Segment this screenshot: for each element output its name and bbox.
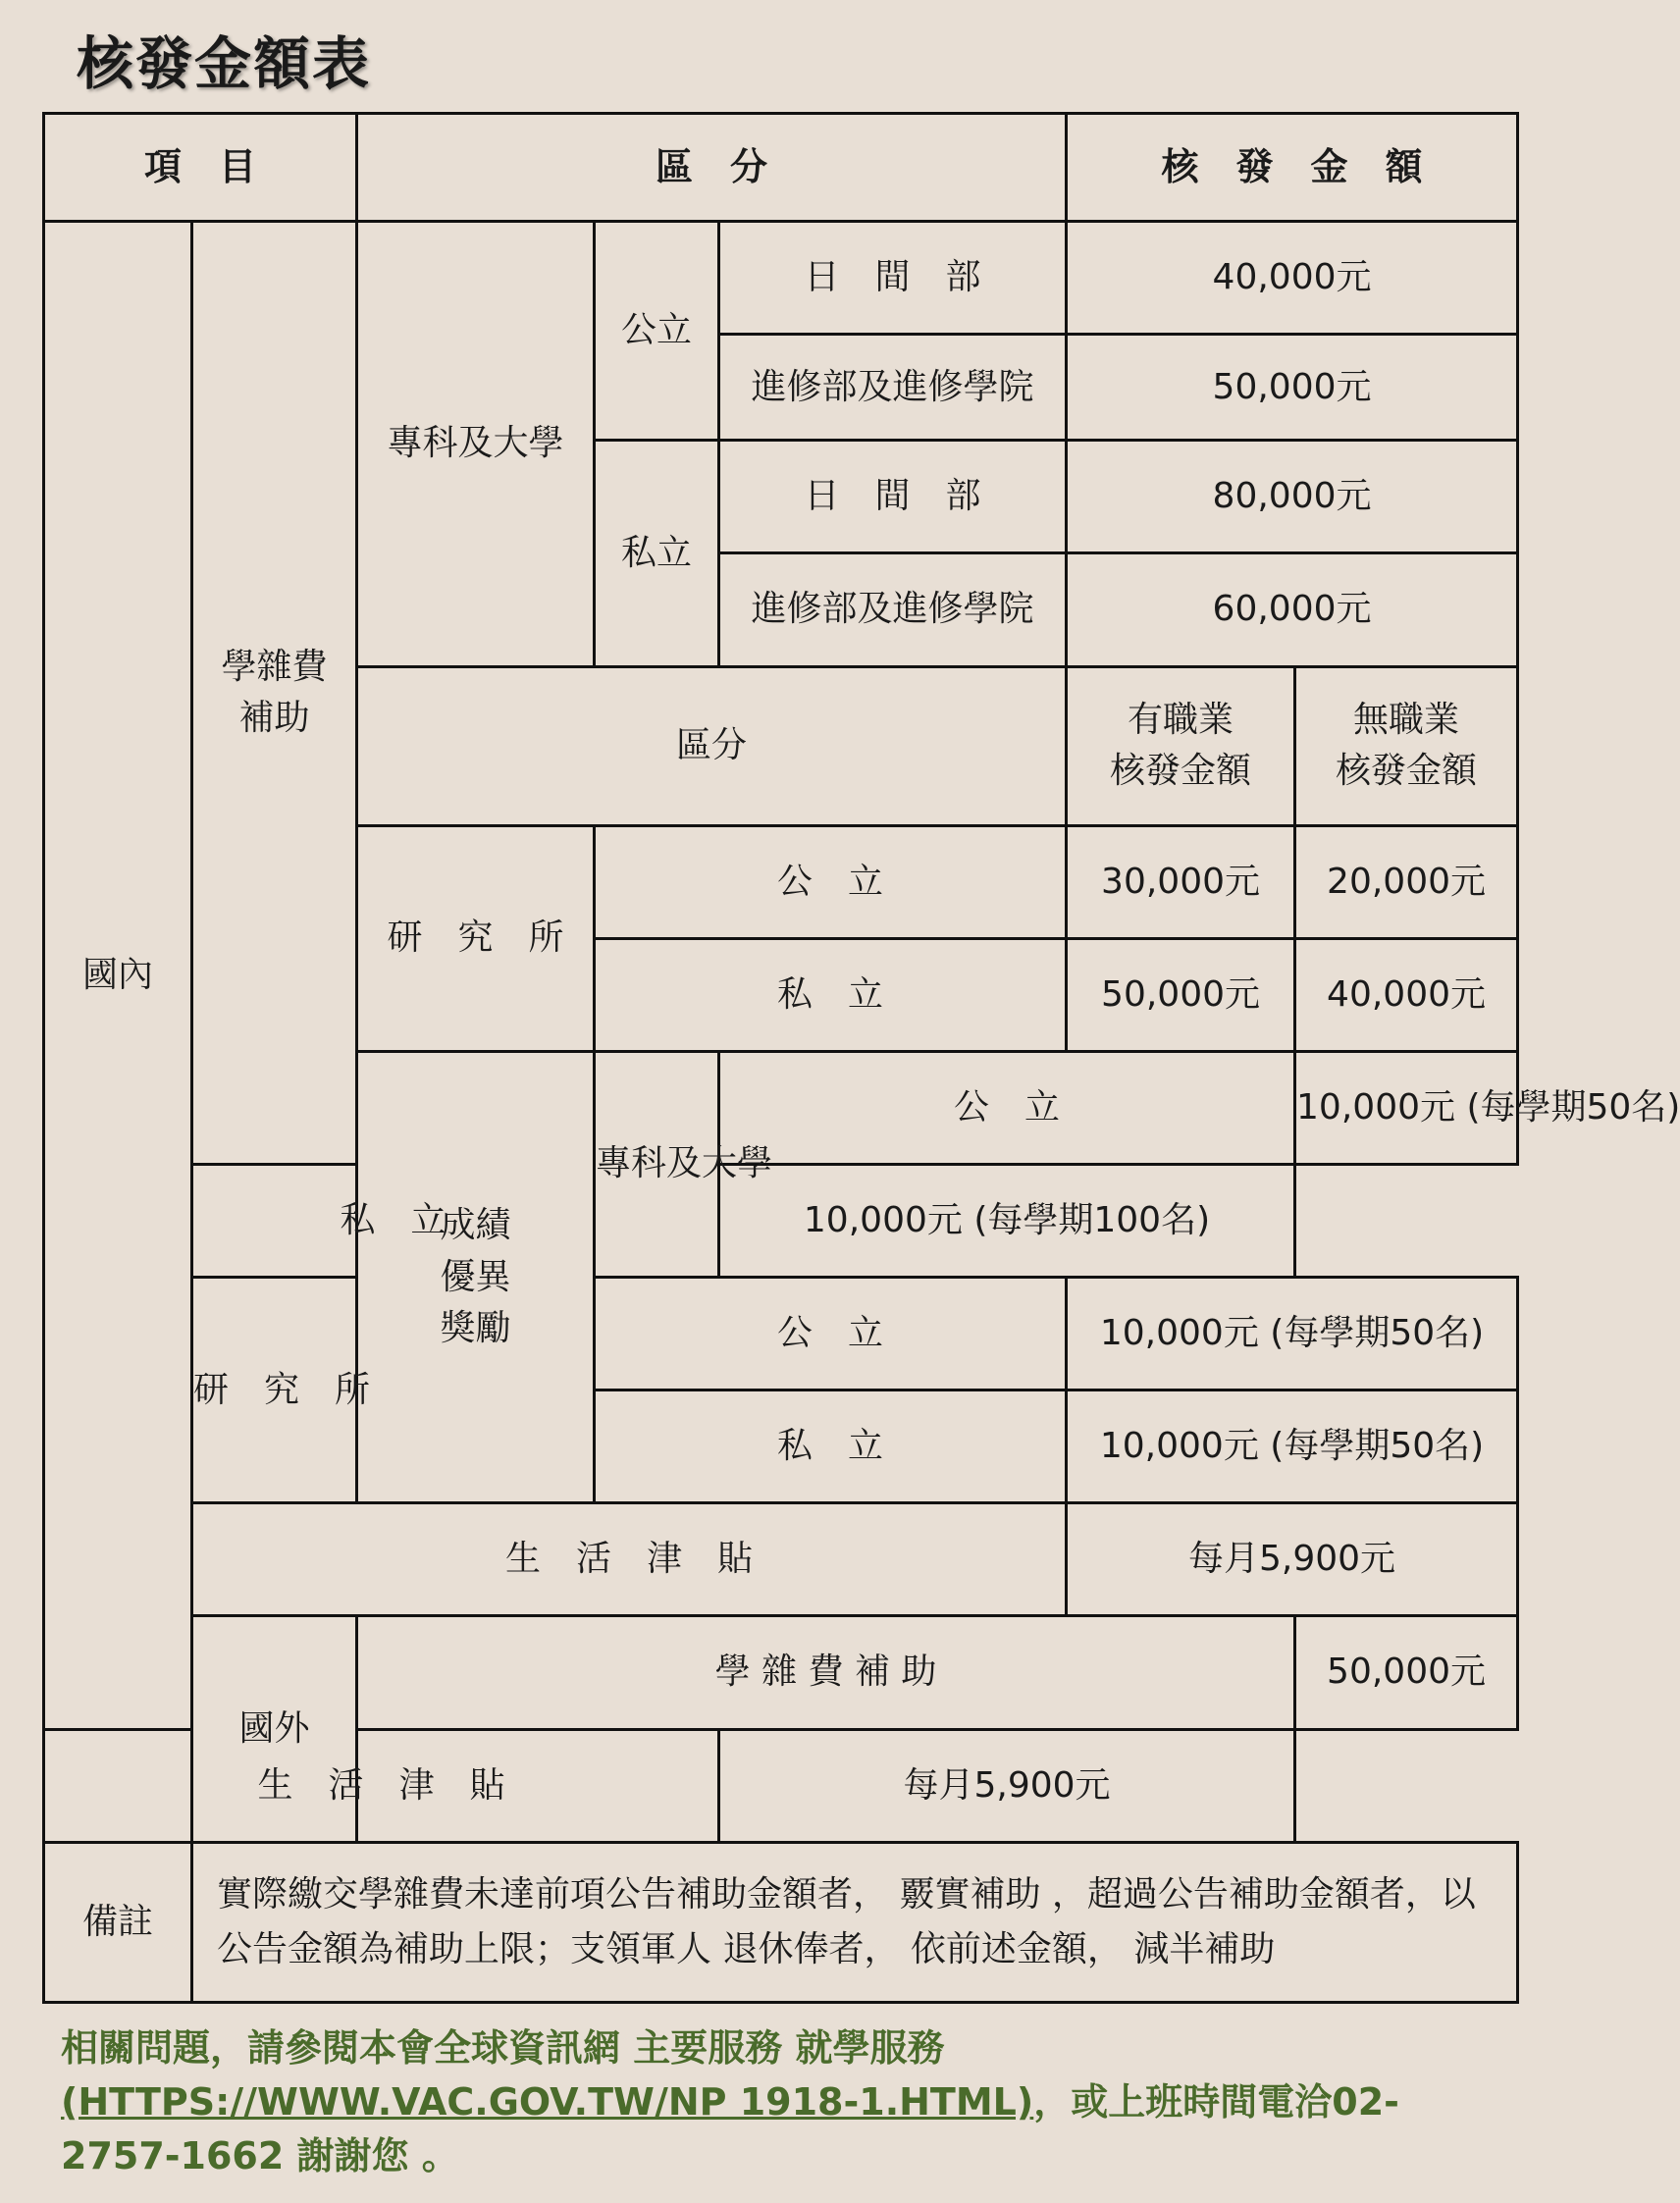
private-evening-amount: 60,000元: [1067, 553, 1518, 666]
grad-private-unemployed-amount: 40,000元: [1295, 938, 1518, 1051]
private-evening-label: 進修部及進修學院: [719, 553, 1067, 666]
overseas-label: 國外: [192, 1616, 357, 1842]
private-day-amount: 80,000元: [1067, 441, 1518, 553]
merit-grad-label: 研 究 所: [192, 1278, 357, 1503]
grad-private-employed-amount: 50,000元: [1067, 938, 1295, 1051]
header-item: 項 目: [44, 114, 357, 222]
private-day-label: 日 間 部: [719, 441, 1067, 553]
overseas-tuition-amount: 50,000元: [1295, 1616, 1518, 1729]
overseas-living-allowance-amount: 每月5,900元: [719, 1729, 1295, 1842]
footer-contact: [61, 2021, 1503, 2183]
grad-public-employed-amount: 30,000元: [1067, 825, 1295, 938]
unemployed-amount-header: [1295, 666, 1518, 825]
employed-header-line1: 有職業: [1128, 699, 1234, 740]
grad-category-header: 區分: [357, 666, 1067, 825]
grad-private-label: 私 立: [595, 938, 1067, 1051]
notes-label: 備註: [44, 1842, 192, 2002]
merit-label-line1: 成績: [440, 1205, 511, 1246]
tuition-subsidy-label-line2: 補助: [238, 698, 310, 739]
domestic-label: 國內: [44, 222, 192, 1729]
merit-college-private-label: 私 立: [192, 1165, 595, 1278]
service-link[interactable]: (HTTPS://WWW.VAC.GOV.TW/NP 1918-1.HTML): [61, 2080, 1034, 2124]
merit-college-label: 專科及大學: [595, 1051, 719, 1277]
merit-college-public-label: 公 立: [719, 1051, 1295, 1164]
grad-public-label: 公 立: [595, 825, 1067, 938]
header-category: 區 分: [357, 114, 1067, 222]
college-label: 專科及大學: [357, 222, 595, 666]
overseas-tuition-label: 學 雜 費 補 助: [357, 1616, 1295, 1729]
public-evening-amount: 50,000元: [1067, 335, 1518, 441]
employed-header-line2: 核發金額: [1110, 751, 1252, 792]
domestic-living-allowance-amount: 每月5,900元: [1067, 1503, 1518, 1616]
merit-college-public-amount: 10,000元 (每學期50名): [1295, 1051, 1518, 1164]
public-label: 公立: [595, 222, 719, 441]
employed-amount-header: [1067, 666, 1295, 825]
merit-label-line3: 獎勵: [440, 1307, 511, 1348]
unemployed-header-line2: 核發金額: [1336, 751, 1478, 792]
unemployed-header-line1: 無職業: [1353, 699, 1460, 740]
merit-grad-private-amount: 10,000元 (每學期50名): [1067, 1390, 1518, 1503]
public-day-label: 日 間 部: [719, 222, 1067, 335]
merit-college-private-amount: 10,000元 (每學期100名): [719, 1165, 1295, 1278]
tuition-subsidy-label-line1: 學雜費: [221, 646, 328, 687]
merit-award-label: [357, 1051, 595, 1502]
amount-table: [42, 112, 1680, 2004]
header-amount: 核 發 金 額: [1067, 114, 1518, 222]
grad-label: 研 究 所: [357, 825, 595, 1051]
merit-grad-private-label: 私 立: [595, 1390, 1067, 1503]
tuition-subsidy-label: [192, 222, 357, 1165]
grad-public-unemployed-amount: 20,000元: [1295, 825, 1518, 938]
footer-line1: 相關問題，請參閱本會全球資訊網 主要服務 就學服務: [61, 2026, 945, 2070]
domestic-living-allowance-label: 生 活 津 貼: [192, 1503, 1067, 1616]
overseas-living-allowance-label: 生 活 津 貼: [44, 1729, 719, 1842]
merit-grad-public-label: 公 立: [595, 1278, 1067, 1390]
merit-grad-public-amount: 10,000元 (每學期50名): [1067, 1278, 1518, 1390]
public-evening-label: 進修部及進修學院: [719, 335, 1067, 441]
private-label: 私立: [595, 441, 719, 666]
public-day-amount: 40,000元: [1067, 222, 1518, 335]
notes-text: 實際繳交學雜費未達前項公告補助金額者， 覈實補助 ，超過公告補助金額者，以公告金額為補助上限；支領軍人 退休俸者， 依前述金額， 減半補助: [192, 1842, 1518, 2002]
footer-phone-text: ，或上班時間電洽02-2757-1662 謝謝您 。: [61, 2080, 1399, 2178]
page-title: 核發金額表: [77, 30, 372, 97]
merit-label-line2: 優異: [440, 1256, 511, 1297]
